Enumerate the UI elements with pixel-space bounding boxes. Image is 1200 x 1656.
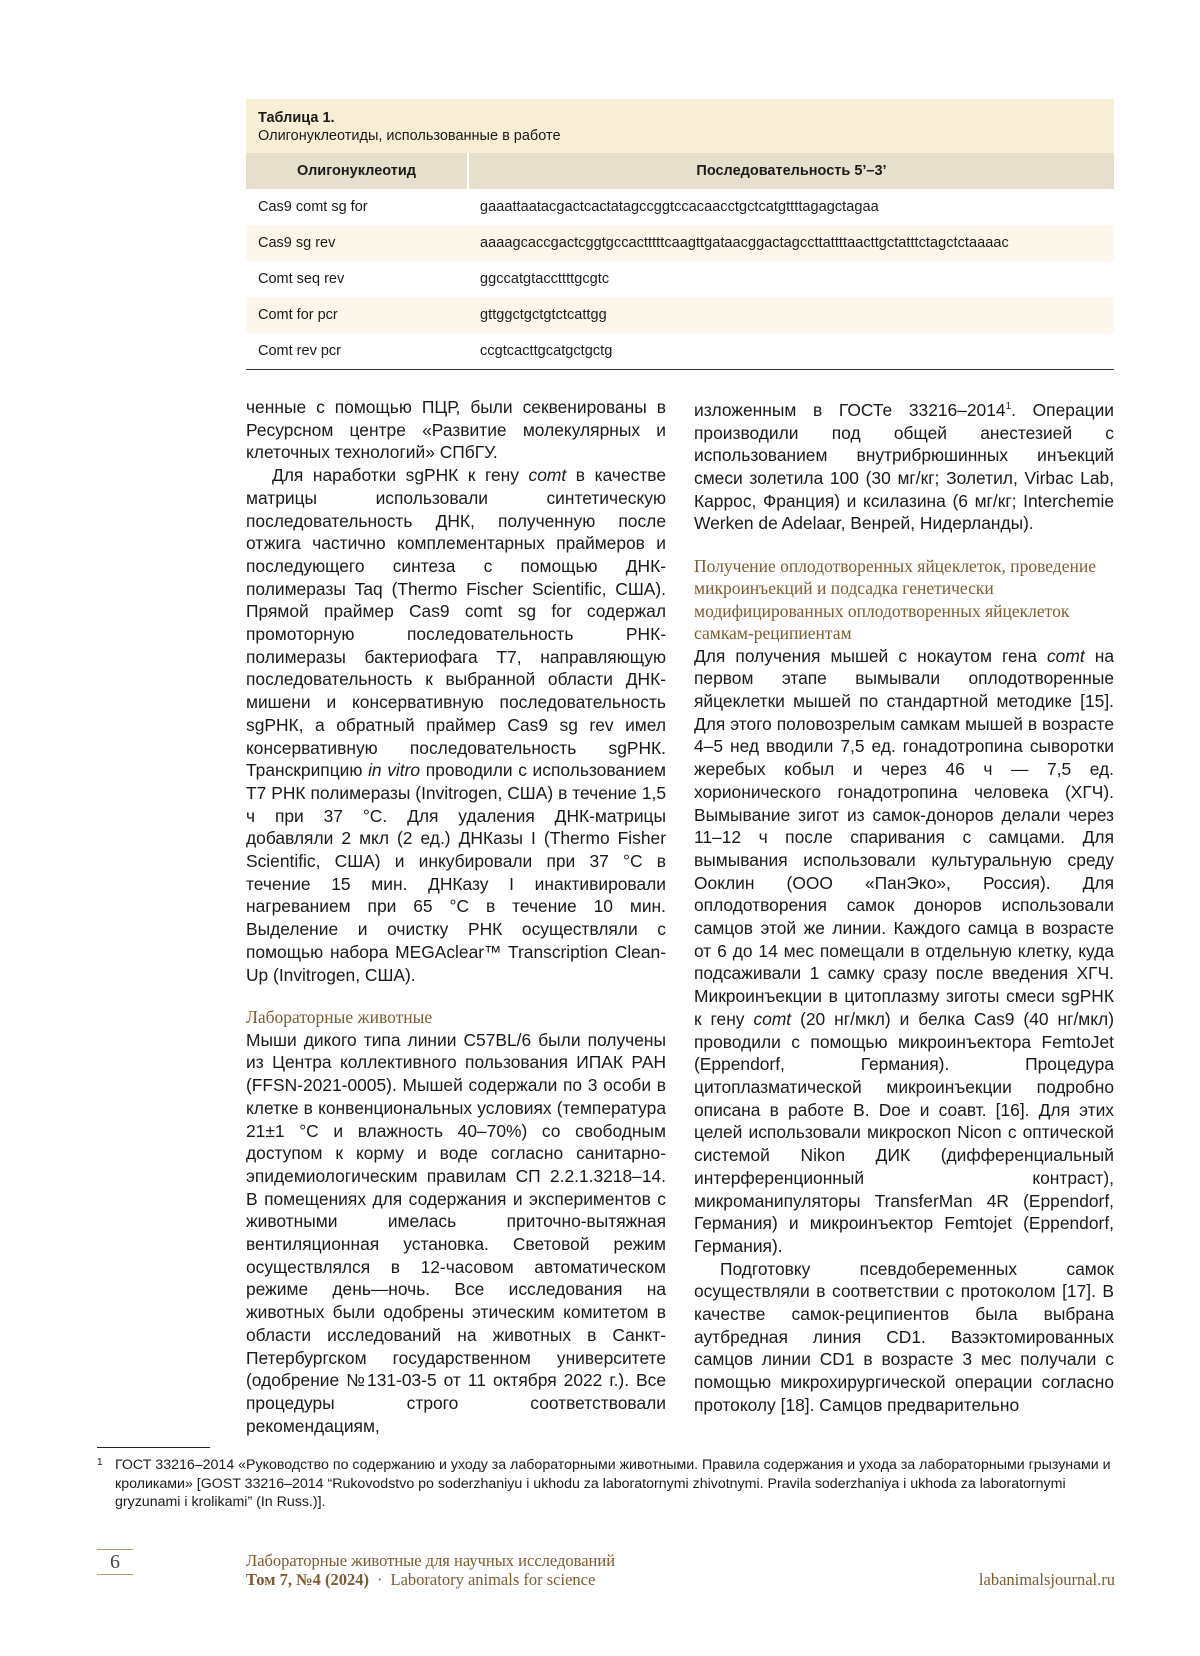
journal-title-en: Laboratory animals for science	[390, 1570, 596, 1589]
paragraph: Мыши дикого типа линии C57BL/6 были получены из Центра коллективного пользования ИПАК РАН (FFSN-2021-0005). Мышей содержали по 3 особи в клетке в конвенциональных условиях (температура 21±1 °С и влажность 40–70%) со свободным доступом к корму и воде согласно санитарно-эпидемиологическим правилам СП 2.2.1.3218–14. В помещениях для содержания и экспериментов с животными имелась приточно-вытяжная вентиляционная установка. Световой режим осуществлялся в 12-часовом автоматическом режиме день—ночь. Все исследования на животных были одобрены этическим комитетом в области исследований на животных в Санкт-Петербургском государственном университете (одобрение №131-03-5 от 11 октября 2022 г.). Все процедуры строго соответствовали рекомендациям,	[246, 1029, 666, 1436]
running-footer	[246, 1551, 615, 1589]
gene-name: comt	[753, 1008, 792, 1029]
oligo-sequence: ggccatgtaccttttgcgtc	[480, 271, 610, 287]
oligonucleotide-table	[246, 153, 1114, 370]
oligo-name: Comt for pcr	[246, 297, 468, 333]
journal-website-link[interactable]: labanimalsjournal.ru	[978, 1570, 1115, 1589]
paragraph: Подготовку псевдобеременных самок осуществляли в соответствии с протоколом [17]. В качестве самок-реципиентов была выбрана аутбредная линия CD1. Вазэктомированных самцов линии CD1 в возрасте 3 мес получали с помощью микрохирургической операции согласно протоколу [18]. Самцов предварительно	[694, 1258, 1114, 1415]
oligo-sequence: gttggctgctgtctcattgg	[468, 297, 1114, 333]
separator: ·	[377, 1570, 383, 1589]
oligo-name: Comt rev pcr	[258, 343, 341, 359]
footnote-mark: 1	[97, 1457, 103, 1468]
paragraph	[694, 645, 1114, 1258]
table-caption-text: Олигонуклеотиды, использованные в работе	[258, 128, 561, 144]
footnote	[97, 1456, 1117, 1512]
header-sequence: Последовательность 5’–3’	[468, 153, 1114, 189]
table-row	[246, 333, 1114, 370]
section-heading-animals: Лабораторные животные	[246, 1007, 433, 1028]
text-run: в качестве матрицы использовали синтетическую последовательность ДНК, полученную после отжига частично комплементарных праймеров и последующего синтеза с помощью ДНК-полимеразы Taq (Thermo Fischer Scientific, США). Прямой праймер Cas9 comt sg for содержал промоторную последовательность РНК-полимеразы бактериофага Т7, направляющую последовательность к выбранной области ДНК-мишени и консервативную последовательность sgРНК, а обратный праймер Cas9 sg rev имел консервативную последовательность sgРНК. Транскрипцию	[246, 465, 666, 781]
oligo-name: Comt seq rev	[258, 271, 345, 287]
oligo-sequence: aaaagcaccgactcggtgccactttttcaagttgataacggactagccttattttaacttgctatttctagctctaaaac	[468, 225, 1114, 261]
oligo-sequence: ccgtcacttgcatgctgctg	[480, 343, 613, 359]
gene-name: comt	[528, 465, 567, 486]
oligo-name: Cas9 sg rev	[246, 225, 468, 261]
table-row	[246, 225, 1114, 261]
gene-name: comt	[1046, 645, 1085, 666]
table-row	[246, 189, 1114, 225]
oligo-name: Cas9 comt sg for	[258, 199, 368, 215]
header-oligonucleotide: Олигонуклеотид	[246, 153, 468, 189]
journal-title-ru: Лабораторные животные для научных исследований	[246, 1551, 616, 1570]
text-run: Для получения мышей с нокаутом гена	[694, 645, 1047, 666]
table-header-row	[246, 153, 1114, 189]
paragraph	[246, 464, 666, 986]
left-column	[246, 396, 666, 1437]
paragraph: ченные с помощью ПЦР, были секвенированы в Ресурсном центре «Развитие молекулярных и клеточных технологий» СПбГУ.	[246, 397, 666, 463]
paragraph	[694, 396, 1114, 535]
table-caption-number: Таблица 1.	[258, 110, 335, 126]
text-run: проводили с использованием Т7 РНК полимеразы (Invitrogen, США) в течение 1,5 ч при 37 °С. Для удаления ДНК-матрицы добавляли 2 мкл (2 ед.) ДНКазы I (Thermo Fisher Scientific, США) и инкубировали при 37 °С в течение 15 мин. ДНКазу I инактивировали нагреванием при 65 °С в течение 10 мин. Выделение и очистку РНК осуществляли с помощью набора MEGAclear™ Transcription Clean-Up (Invitrogen, США).	[246, 760, 666, 985]
oligo-sequence: gaaattaatacgactcactatagccggtccacaacctgctcatgttttagagctagaa	[480, 199, 879, 215]
footnote-text: ГОСТ 33216–2014 «Руководство по содержанию и уходу за лабораторными животными. Правила содержания и ухода за лабораторными грызунами и кроликами» [GOST 33216–2014 “Rukovodstvo po soderzhaniyu i ukhodu za laboratornymi zhivotnymi. Pravila soderzhaniya i ukhoda za laboratornymi gryzunami i krolikami” (In Russ.)].	[115, 1457, 1111, 1511]
table-row	[246, 297, 1114, 333]
text-run: на первом этапе вымывали оплодотворенные яйцеклетки мышей по стандартной методике [15]. Для этого половозрелым самкам мышей в возрасте 4–5 нед вводили 7,5 ед. гонадотропина сыворотки жеребых кобыл и через 46 ч — 7,5 ед. хорионического гонадотропина человека (ХГЧ). Вымывание зигот из самок-доноров делали через 11–12 ч после спаривания с самцами. Для вымывания использовали культуральную среду Ооклин (ООО «ПанЭко», Россия). Для оплодотворения самок доноров использовали самцов этой же линии. Каждого самца в возрасте от 6 до 14 мес помещали в отдельную клетку, куда подсаживали 1 самку сразу после введения ХГЧ. Микроинъекции в цитоплазму зиготы смеси sgРНК к гену	[694, 645, 1114, 1029]
journal-volume: Том 7, №4 (2024)	[246, 1570, 370, 1589]
journal-issue-line	[246, 1570, 615, 1589]
section-heading-microinjection: Получение оплодотворенных яйцеклеток, проведение микроинъекций и подсадка генетически модифицированных оплодотворенных яйцеклеток самкам-реципиентам	[694, 556, 1096, 644]
text-run: (20 нг/мкл) и белка Cas9 (40 нг/мкл) проводили с помощью микроинъектора FemtoJet (Eppendorf, Германия). Процедура цитоплазматической микроинъекции подробно описана в работе B. Doe и соавт. [16]. Для этих целей использовали микроскоп Nicon с оптической системой Nikon ДИК (дифференциальный интерференционный контраст), микроманипуляторы TransferMan 4R (Eppendorf, Германия) и микроинъектор Femtojet (Eppendorf, Германия).	[694, 1008, 1114, 1256]
text-run: Для наработки sgРНК к гену	[272, 465, 529, 486]
right-column	[694, 396, 1114, 1417]
table-row	[246, 261, 1114, 297]
table-caption	[246, 99, 1114, 153]
page-number: 6	[97, 1549, 133, 1575]
table-1	[246, 99, 1114, 370]
footnote-divider	[97, 1447, 210, 1448]
text-run: . Операции производили под общей анестезией с использованием внутрибрюшинных инъекций смеси золетила 100 (30 мг/кг; Золетил, Virbac Lab, Каррос, Франция) и ксилазина (6 мг/кг; Interchemie Werken de Adelaar, Венрей, Нидерланды).	[694, 399, 1115, 534]
footnote-ref[interactable]: 1	[1005, 401, 1012, 412]
text-run: изложенным в ГОСТе 33216–2014	[694, 399, 1006, 420]
italic-term: in vitro	[368, 760, 421, 781]
